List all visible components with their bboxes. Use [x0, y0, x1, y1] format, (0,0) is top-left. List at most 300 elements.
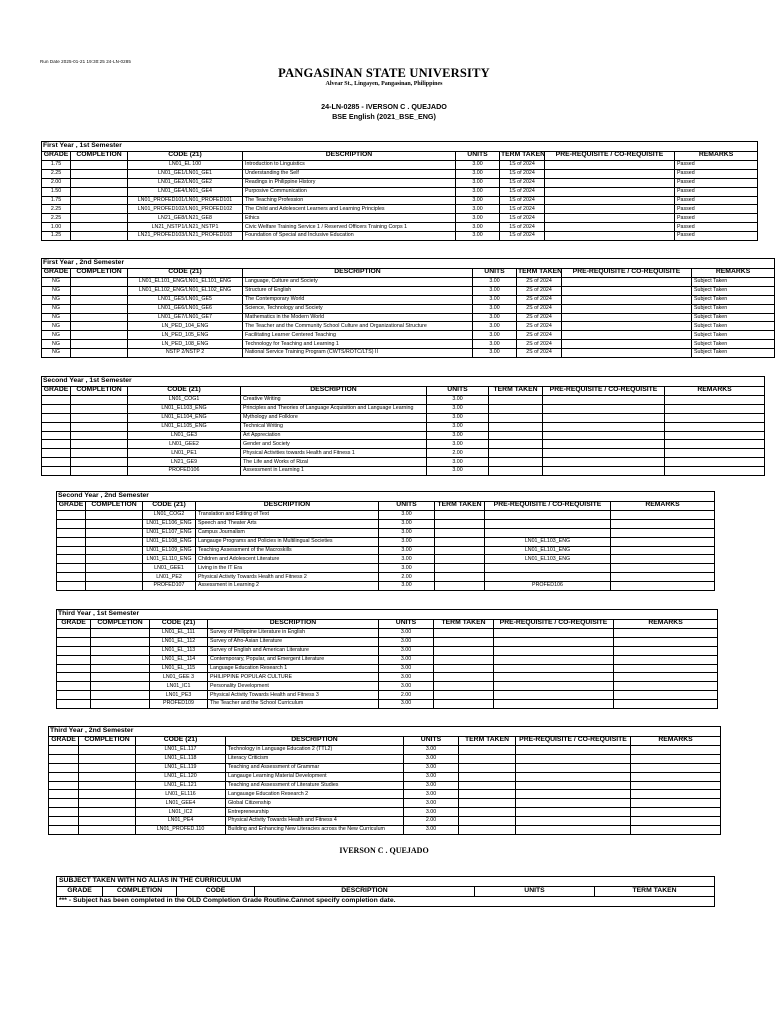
cell-units: 3.00 [379, 582, 435, 591]
column-header-remarks: REMARKS [665, 386, 765, 396]
cell-units: 3.00 [427, 458, 489, 467]
cell-completion [86, 564, 143, 573]
cell-units: 3.00 [473, 295, 517, 304]
cell-grade [42, 431, 71, 440]
cell-description: The Child and Adolescent Learners and Learning Principles [243, 205, 456, 214]
cell-prereq [545, 223, 675, 232]
cell-completion [79, 754, 136, 763]
cell-completion [71, 467, 128, 476]
cell-term [435, 528, 485, 537]
cell-units: 3.00 [404, 799, 459, 808]
cell-grade: NG [42, 349, 71, 358]
footer-student-name: IVERSON C . QUEJADO [339, 846, 429, 855]
cell-code: LN01_GE3 [128, 431, 241, 440]
table-row [42, 404, 765, 413]
column-header-completion: COMPLETION [71, 151, 128, 161]
cell-remarks [611, 519, 715, 528]
cell-grade [42, 413, 71, 422]
cell-units: 3.00 [456, 187, 500, 196]
cell-code: LN_PED_104_ENG [128, 322, 243, 331]
cell-code: LN01_EL110_ENG [143, 555, 196, 564]
cell-completion [71, 205, 128, 214]
cell-units: 3.00 [379, 528, 435, 537]
cell-completion [79, 826, 136, 835]
cell-grade [42, 396, 71, 405]
column-header-description: DESCRIPTION [196, 501, 379, 511]
cell-term: 1S of 2024 [500, 187, 545, 196]
cell-completion [79, 763, 136, 772]
cell-term [434, 637, 494, 646]
no-alias-header-units: UNITS [475, 887, 595, 897]
cell-remarks [614, 673, 718, 682]
cell-remarks: Subject Taken [692, 340, 775, 349]
cell-term [459, 763, 516, 772]
column-header-prereq: PRE-REQUISITE / CO-REQUISITE [545, 151, 675, 161]
column-header-grade: GRADE [57, 619, 91, 629]
cell-term [435, 537, 485, 546]
cell-description: Teaching Assessment of the Macroskills [196, 546, 379, 555]
cell-grade: 2.25 [42, 169, 71, 178]
cell-units: 3.00 [456, 178, 500, 187]
cell-completion [71, 161, 128, 170]
cell-prereq [545, 187, 675, 196]
semester-table [56, 609, 718, 709]
semester-title: First Year , 2nd Semester [42, 259, 775, 269]
cell-term: 2S of 2024 [517, 349, 562, 358]
cell-units: 3.00 [427, 431, 489, 440]
cell-units: 3.00 [379, 682, 434, 691]
cell-remarks [631, 772, 721, 781]
cell-code: LN01_GEE4 [136, 799, 226, 808]
cell-grade [57, 582, 86, 591]
cell-completion [71, 223, 128, 232]
cell-completion [71, 449, 128, 458]
cell-description: Translation and Editing of Text [196, 511, 379, 520]
table-row [42, 214, 758, 223]
cell-grade [57, 637, 91, 646]
no-alias-title: SUBJECT TAKEN WITH NO ALIAS IN THE CURRICULUM [57, 877, 715, 887]
cell-remarks [631, 763, 721, 772]
semester-title: Second Year , 1st Semester [42, 377, 765, 387]
cell-remarks: Subject Taken [692, 331, 775, 340]
cell-term: 1S of 2024 [500, 232, 545, 241]
cell-completion [71, 232, 128, 241]
cell-term [459, 790, 516, 799]
cell-grade [57, 537, 86, 546]
cell-description: The Teacher and the School Curriculum [208, 700, 379, 709]
cell-code: LN01_COG2 [143, 511, 196, 520]
column-header-prereq: PRE-REQUISITE / CO-REQUISITE [494, 619, 614, 629]
cell-term: 1S of 2024 [500, 214, 545, 223]
table-row [42, 322, 775, 331]
cell-code: LN01_EL.121 [136, 781, 226, 790]
column-header-code: CODE (21) [128, 151, 243, 161]
cell-description: Langauage Education Research 2 [226, 790, 404, 799]
cell-term [434, 700, 494, 709]
table-row [42, 187, 758, 196]
column-header-units: UNITS [379, 501, 435, 511]
table-row [42, 295, 775, 304]
cell-remarks [665, 458, 765, 467]
cell-units: 3.00 [473, 313, 517, 322]
table-row [42, 422, 765, 431]
cell-code: LN01_PE1 [128, 449, 241, 458]
cell-description: Gender and Society [241, 440, 427, 449]
cell-units: 3.00 [427, 413, 489, 422]
cell-completion [91, 655, 150, 664]
cell-grade: NG [42, 295, 71, 304]
cell-units: 3.00 [456, 161, 500, 170]
cell-completion [71, 278, 128, 287]
cell-prereq [516, 754, 631, 763]
table-row [57, 511, 715, 520]
cell-grade [57, 573, 86, 582]
table-row [42, 161, 758, 170]
column-header-prereq: PRE-REQUISITE / CO-REQUISITE [485, 501, 611, 511]
cell-description: Children and Adolescent Literature [196, 555, 379, 564]
cell-description: Assessment in Learning 2 [196, 582, 379, 591]
cell-description: Art Appreciation [241, 431, 427, 440]
cell-code: LN01_EL107_ENG [143, 528, 196, 537]
cell-remarks [614, 700, 718, 709]
cell-units: 2.00 [427, 449, 489, 458]
cell-units: 3.00 [379, 664, 434, 673]
table-row [42, 449, 765, 458]
column-header-description: DESCRIPTION [226, 736, 404, 746]
cell-completion [86, 546, 143, 555]
table-row [49, 746, 721, 755]
cell-prereq: LN01_EL103_ENG [485, 537, 611, 546]
cell-grade [49, 799, 79, 808]
column-header-remarks: REMARKS [614, 619, 718, 629]
cell-description: Structure of English [243, 286, 473, 295]
cell-completion [71, 413, 128, 422]
cell-units: 3.00 [379, 537, 435, 546]
cell-code: LN01_EL_113 [150, 646, 208, 655]
cell-code: LN01_EL_115 [150, 664, 208, 673]
cell-code: LN01_GE7/LN01_GE7 [128, 313, 243, 322]
table-row [49, 754, 721, 763]
column-header-code: CODE (21) [128, 386, 241, 396]
semester-title: Third Year , 2nd Semester [49, 727, 721, 737]
cell-term [434, 646, 494, 655]
cell-prereq [545, 214, 675, 223]
cell-term [459, 754, 516, 763]
semester-table [41, 258, 775, 358]
cell-term: 2S of 2024 [517, 286, 562, 295]
cell-description: Language, Culture and Society [243, 278, 473, 287]
cell-description: Mathematics in the Modern World [243, 313, 473, 322]
cell-term: 2S of 2024 [517, 304, 562, 313]
cell-description: Speech and Theater Arts [196, 519, 379, 528]
table-row [57, 664, 718, 673]
cell-units: 3.00 [427, 404, 489, 413]
cell-remarks: Passed [675, 214, 758, 223]
cell-description: Purposive Communication [243, 187, 456, 196]
cell-code: LN01_EL106_ENG [143, 519, 196, 528]
semester-table [41, 376, 765, 476]
cell-grade [49, 817, 79, 826]
cell-description: Personality Development [208, 682, 379, 691]
column-header-grade: GRADE [42, 386, 71, 396]
column-header-description: DESCRIPTION [208, 619, 379, 629]
cell-prereq [562, 331, 692, 340]
cell-prereq [494, 637, 614, 646]
cell-completion [86, 555, 143, 564]
cell-term [489, 449, 543, 458]
cell-code: LN01_EL.119 [136, 763, 226, 772]
table-row [49, 772, 721, 781]
cell-term [489, 467, 543, 476]
cell-term: 1S of 2024 [500, 205, 545, 214]
cell-units: 3.00 [404, 808, 459, 817]
cell-term [435, 519, 485, 528]
cell-description: Living in the IT Era [196, 564, 379, 573]
semester-table [48, 726, 721, 835]
cell-units: 3.00 [379, 700, 434, 709]
cell-code: LN01_EL 100 [128, 161, 243, 170]
cell-remarks [614, 664, 718, 673]
cell-remarks [665, 440, 765, 449]
cell-remarks [611, 555, 715, 564]
cell-prereq [494, 700, 614, 709]
table-row [42, 396, 765, 405]
cell-completion [86, 528, 143, 537]
cell-term [489, 413, 543, 422]
cell-units: 3.00 [379, 519, 435, 528]
cell-completion [71, 404, 128, 413]
cell-code: LN01_EL_112 [150, 637, 208, 646]
cell-remarks [631, 754, 721, 763]
cell-prereq [543, 413, 665, 422]
cell-units: 3.00 [379, 673, 434, 682]
cell-prereq [516, 808, 631, 817]
table-row [42, 232, 758, 241]
cell-grade: 1.75 [42, 161, 71, 170]
semester-block [41, 141, 735, 244]
cell-code: LN01_GE5/LN01_GE5 [128, 295, 243, 304]
cell-grade: 2.00 [42, 178, 71, 187]
cell-remarks [665, 396, 765, 405]
cell-prereq [516, 772, 631, 781]
cell-completion [71, 396, 128, 405]
cell-completion [71, 349, 128, 358]
cell-grade [57, 700, 91, 709]
cell-units: 3.00 [456, 232, 500, 241]
cell-completion [86, 511, 143, 520]
cell-prereq [494, 655, 614, 664]
cell-remarks [631, 799, 721, 808]
cell-prereq: PROFED106 [485, 582, 611, 591]
table-row [42, 278, 775, 287]
cell-code: LN01_PROFED101/LN01_PROFED101 [128, 196, 243, 205]
cell-units: 3.00 [379, 646, 434, 655]
cell-remarks: Subject Taken [692, 349, 775, 358]
cell-description: Ethics [243, 214, 456, 223]
cell-remarks [611, 546, 715, 555]
cell-completion [79, 790, 136, 799]
cell-completion [79, 817, 136, 826]
no-alias-table [56, 876, 715, 907]
table-row [57, 582, 715, 591]
table-row [57, 655, 718, 664]
cell-term: 2S of 2024 [517, 313, 562, 322]
cell-prereq [485, 511, 611, 520]
table-row [42, 431, 765, 440]
column-header-prereq: PRE-REQUISITE / CO-REQUISITE [516, 736, 631, 746]
cell-description: Facilitating Learner Centered Teaching [243, 331, 473, 340]
cell-remarks [614, 691, 718, 700]
cell-completion [79, 746, 136, 755]
cell-prereq [543, 396, 665, 405]
cell-grade: NG [42, 331, 71, 340]
cell-remarks [611, 511, 715, 520]
cell-remarks: Subject Taken [692, 286, 775, 295]
cell-description: Langauge Learning Material Development [226, 772, 404, 781]
cell-term: 1S of 2024 [500, 161, 545, 170]
table-row [42, 340, 775, 349]
cell-prereq [494, 629, 614, 638]
cell-description: Teaching and Assessment of Literature Studies [226, 781, 404, 790]
cell-grade [49, 808, 79, 817]
cell-completion [86, 573, 143, 582]
cell-code: LN_PED_108_ENG [128, 340, 243, 349]
semester-title: First Year , 1st Semester [42, 142, 758, 152]
cell-remarks: Passed [675, 232, 758, 241]
cell-description: Language Education Research 1 [208, 664, 379, 673]
column-header-grade: GRADE [42, 268, 71, 278]
cell-grade [49, 754, 79, 763]
column-header-term: TERM TAKEN [459, 736, 516, 746]
cell-term [459, 826, 516, 835]
cell-code: LN01_EL105_ENG [128, 422, 241, 431]
cell-code: PROFED107 [143, 582, 196, 591]
cell-units: 3.00 [404, 763, 459, 772]
table-row [57, 682, 718, 691]
column-header-completion: COMPLETION [91, 619, 150, 629]
student-id-name: 24-LN-0285 - IVERSON C . QUEJADO [321, 102, 447, 111]
semester-block [56, 491, 714, 594]
column-header-prereq: PRE-REQUISITE / CO-REQUISITE [562, 268, 692, 278]
cell-description: Creative Writing [241, 396, 427, 405]
cell-term: 2S of 2024 [517, 340, 562, 349]
cell-units: 3.00 [379, 555, 435, 564]
cell-remarks [614, 646, 718, 655]
cell-prereq [543, 449, 665, 458]
table-row [57, 546, 715, 555]
cell-description: Mythology and Folklore [241, 413, 427, 422]
cell-units: 3.00 [473, 278, 517, 287]
cell-units: 3.00 [404, 826, 459, 835]
cell-prereq [562, 286, 692, 295]
cell-description: Contemporary, Popular, and Emergent Literature [208, 655, 379, 664]
cell-code: LN01_EL_114 [150, 655, 208, 664]
cell-remarks: Passed [675, 205, 758, 214]
cell-remarks [611, 582, 715, 591]
cell-completion [86, 582, 143, 591]
table-row [49, 826, 721, 835]
cell-code: LN01_PE3 [150, 691, 208, 700]
cell-remarks [631, 790, 721, 799]
table-row [57, 519, 715, 528]
cell-units: 3.00 [379, 511, 435, 520]
cell-description: Literacy Criticism [226, 754, 404, 763]
cell-code: LN01_PE4 [136, 817, 226, 826]
cell-grade: NG [42, 340, 71, 349]
table-row [42, 467, 765, 476]
cell-completion [86, 537, 143, 546]
cell-completion [71, 214, 128, 223]
cell-description: Science, Technology and Society [243, 304, 473, 313]
cell-description: The Teacher and the Community School Culture and Organizational Structure [243, 322, 473, 331]
table-row [49, 808, 721, 817]
cell-prereq [545, 205, 675, 214]
table-row [57, 555, 715, 564]
cell-completion [91, 637, 150, 646]
cell-grade: 1.25 [42, 232, 71, 241]
cell-remarks [665, 467, 765, 476]
cell-term: 1S of 2024 [500, 169, 545, 178]
cell-prereq [562, 322, 692, 331]
cell-remarks: Passed [675, 196, 758, 205]
cell-code: LN01_GE2/LN01_GE2 [128, 178, 243, 187]
cell-prereq [545, 161, 675, 170]
cell-code: LN21_GE9 [128, 458, 241, 467]
column-header-units: UNITS [456, 151, 500, 161]
cell-term [459, 772, 516, 781]
cell-term [434, 629, 494, 638]
cell-term [489, 404, 543, 413]
table-row [42, 223, 758, 232]
cell-units: 3.00 [379, 564, 435, 573]
cell-completion [71, 340, 128, 349]
cell-grade: NG [42, 313, 71, 322]
cell-completion [71, 431, 128, 440]
cell-units: 3.00 [473, 349, 517, 358]
semester-block [41, 376, 732, 479]
table-row [42, 313, 775, 322]
cell-term [434, 673, 494, 682]
cell-remarks [614, 637, 718, 646]
cell-code: LN01_GEE2 [128, 440, 241, 449]
cell-description: Readings in Philippine History [243, 178, 456, 187]
cell-units: 3.00 [473, 304, 517, 313]
no-alias-header-code: CODE [177, 887, 255, 897]
cell-prereq [494, 664, 614, 673]
cell-grade [49, 790, 79, 799]
cell-units: 2.00 [379, 691, 434, 700]
cell-grade [42, 422, 71, 431]
cell-grade [57, 646, 91, 655]
table-row [57, 564, 715, 573]
cell-units: 3.00 [473, 286, 517, 295]
cell-prereq [516, 799, 631, 808]
column-header-remarks: REMARKS [611, 501, 715, 511]
table-row [49, 781, 721, 790]
cell-completion [71, 295, 128, 304]
cell-description: Survey of Afro-Asian Literature [208, 637, 379, 646]
no-alias-header-description: DESCRIPTION [255, 887, 475, 897]
column-header-completion: COMPLETION [71, 268, 128, 278]
cell-grade [57, 682, 91, 691]
column-header-term: TERM TAKEN [435, 501, 485, 511]
cell-completion [79, 799, 136, 808]
cell-term: 2S of 2024 [517, 278, 562, 287]
cell-units: 3.00 [427, 396, 489, 405]
no-alias-note: *** - Subject has been completed in the OLD Completion Grade Routine.Cannot specify completion date. [57, 897, 715, 907]
cell-code: LN01_EL103_ENG [128, 404, 241, 413]
table-row [42, 178, 758, 187]
